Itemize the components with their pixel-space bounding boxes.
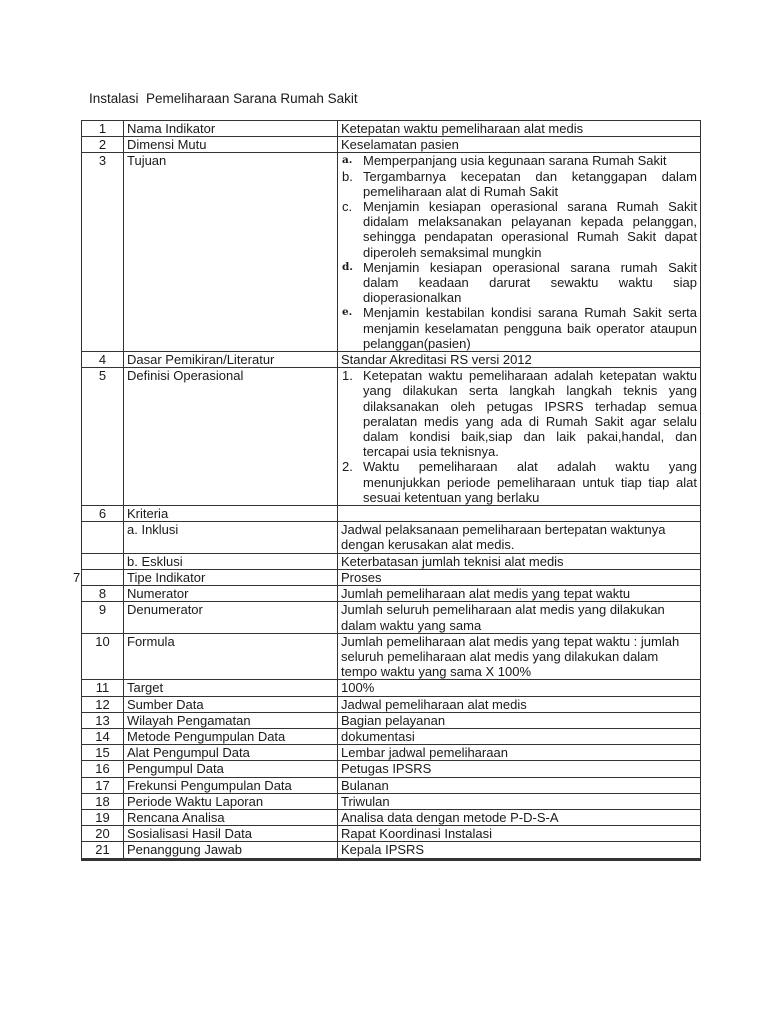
list-marker: a. — [342, 154, 353, 167]
table-row — [82, 745, 701, 761]
row-number: 19 — [82, 809, 124, 825]
row-number: 12 — [82, 696, 124, 712]
row-number: 17 — [82, 777, 124, 793]
row-label: Alat Pengumpul Data — [124, 745, 338, 761]
list-marker: 2. — [342, 459, 353, 475]
list-item — [341, 459, 697, 505]
row-label: Tipe Indikator — [124, 569, 338, 585]
list-item-text: Menjamin kesiapan operasional sarana Rumah Sakit didalam melaksanakan pelayanan kepada pelanggan, sehingga pendapatan operasional Rumah Sakit dapat diperoleh semaksimal mungkin — [363, 199, 697, 260]
row-number: 11 — [82, 680, 124, 696]
row-number: 1 — [82, 121, 124, 137]
table-row — [82, 809, 701, 825]
row-value: Lembar jadwal pemeliharaan — [338, 745, 701, 761]
row-number: 8 — [82, 586, 124, 602]
list-marker: c. — [342, 199, 353, 215]
row-value: Jadwal pemeliharaan alat medis — [338, 696, 701, 712]
table-row — [82, 859, 701, 860]
row-label: Tujuan — [124, 153, 338, 352]
row-label: Kriteria — [124, 506, 338, 522]
row-number: 20 — [82, 826, 124, 842]
row-number: 13 — [82, 712, 124, 728]
row-number: 9 — [82, 602, 124, 633]
table-row — [82, 137, 701, 153]
table-row — [82, 522, 701, 553]
row-number — [73, 569, 124, 585]
table-row — [82, 761, 701, 777]
row-label: Sosialisasi Hasil Data — [124, 826, 338, 842]
table-row — [82, 602, 701, 633]
row-value — [338, 506, 701, 522]
row-value: Petugas IPSRS — [338, 761, 701, 777]
list-item — [341, 199, 697, 260]
row-value — [338, 153, 701, 352]
row-value: Kepala IPSRS — [338, 842, 701, 858]
row-value: Jumlah seluruh pemeliharaan alat medis yang dilakukan dalam waktu yang sama — [338, 602, 701, 633]
row-label: Dasar Pemikiran/Literatur — [124, 352, 338, 368]
table-row — [82, 553, 701, 569]
document-title: Instalasi Pemeliharaan Sarana Rumah Sakit — [89, 91, 358, 106]
list-marker: 1. — [342, 368, 353, 384]
row-number: 15 — [82, 745, 124, 761]
definition-list — [341, 368, 697, 505]
list-item-text: Waktu pemeliharaan alat adalah waktu yang menunjukkan periode pemeliharaan untuk tiap tiap alat sesuai ketentuan yang berlaku — [363, 459, 697, 505]
row-value: Ketepatan waktu pemeliharaan alat medis — [338, 121, 701, 137]
list-item — [341, 305, 697, 351]
list-item — [341, 153, 697, 168]
list-item — [341, 368, 697, 459]
row-label — [124, 859, 338, 860]
row-label: b. Esklusi — [124, 553, 338, 569]
table-row — [82, 506, 701, 522]
row-number: 5 — [82, 368, 124, 506]
row-value: dokumentasi — [338, 728, 701, 744]
list-marker: d. — [342, 260, 353, 273]
table-row — [82, 842, 701, 858]
row-number: 10 — [82, 633, 124, 680]
row-value: Rapat Koordinasi Instalasi — [338, 826, 701, 842]
row-number: 4 — [82, 352, 124, 368]
row-label: Sumber Data — [124, 696, 338, 712]
table-row — [82, 153, 701, 352]
table-row — [82, 586, 701, 602]
row-number-text: 7 — [73, 569, 81, 585]
row-value — [338, 368, 701, 506]
table-row — [82, 121, 701, 137]
row-label: Penanggung Jawab — [124, 842, 338, 858]
row-value: Jumlah pemeliharaan alat medis yang tepat waktu — [338, 586, 701, 602]
row-value: Bagian pelayanan — [338, 712, 701, 728]
row-value: Keselamatan pasien — [338, 137, 701, 153]
table-row — [82, 696, 701, 712]
row-number: 2 — [82, 137, 124, 153]
row-label: Formula — [124, 633, 338, 680]
row-number: 6 — [82, 506, 124, 522]
row-label: Dimensi Mutu — [124, 137, 338, 153]
list-item — [341, 260, 697, 306]
list-marker: e. — [342, 306, 353, 319]
list-item — [341, 169, 697, 199]
row-value: Triwulan — [338, 793, 701, 809]
table-row — [82, 368, 701, 506]
table-row — [82, 793, 701, 809]
table-row — [82, 569, 701, 585]
table-row — [82, 352, 701, 368]
row-value: 100% — [338, 680, 701, 696]
list-item-text: Menjamin kesiapan operasional sarana rumah Sakit dalam keadaan darurat sewaktu waktu siap dioperasionalkan — [363, 259, 697, 306]
row-value: Jumlah pemeliharaan alat medis yang tepat waktu : jumlah seluruh pemeliharaan alat medis yang dilakukan dalam tempo waktu yang sama X 100% — [338, 633, 701, 680]
row-value: Jadwal pelaksanaan pemeliharaan bertepatan waktunya dengan kerusakan alat medis. — [338, 522, 701, 553]
row-label: Metode Pengumpulan Data — [124, 728, 338, 744]
row-label: Rencana Analisa — [124, 809, 338, 825]
row-number: 14 — [82, 728, 124, 744]
list-item-text: Ketepatan waktu pemeliharaan adalah ketepatan waktu yang dilakukan serta langkah langkah teknis yang dilaksanakan oleh petugas IPSRS terhadap semua peralatan medis yang ada di Rumah Sakit agar selalu dalam kondisi baik,siap dan laik pakai,handal, dan tercapai usia teknisnya. — [363, 368, 697, 460]
row-number: 3 — [82, 153, 124, 352]
row-label: Frekunsi Pengumpulan Data — [124, 777, 338, 793]
row-label: Target — [124, 680, 338, 696]
row-label: Periode Waktu Laporan — [124, 793, 338, 809]
row-number: 18 — [82, 793, 124, 809]
indicator-profile-table — [73, 120, 701, 861]
row-label: Wilayah Pengamatan — [124, 712, 338, 728]
row-label: Denumerator — [124, 602, 338, 633]
row-number — [82, 859, 124, 860]
row-value: Analisa data dengan metode P-D-S-A — [338, 809, 701, 825]
row-number: 21 — [82, 842, 124, 858]
table-row — [82, 728, 701, 744]
table-row — [82, 712, 701, 728]
row-number — [82, 522, 124, 553]
row-number — [82, 553, 124, 569]
list-item-text: Memperpanjang usia kegunaan sarana Rumah Sakit — [363, 153, 667, 169]
row-label: Nama Indikator — [124, 121, 338, 137]
table-row — [82, 826, 701, 842]
row-number: 16 — [82, 761, 124, 777]
row-value: Keterbatasan jumlah teknisi alat medis — [338, 553, 701, 569]
row-label: Pengumpul Data — [124, 761, 338, 777]
table-row — [82, 633, 701, 680]
row-value: Bulanan — [338, 777, 701, 793]
row-label: Definisi Operasional — [124, 368, 338, 506]
row-value — [338, 859, 701, 860]
list-marker: b. — [342, 168, 353, 184]
objective-list — [341, 153, 697, 351]
table-row — [82, 680, 701, 696]
list-item-text: Tergambarnya kecepatan dan ketanggapan dalam pemeliharaan alat di Rumah Sakit — [363, 168, 697, 199]
list-item-text: Menjamin kestabilan kondisi sarana Rumah Sakit serta menjamin keselamatan pengguna baik operator ataupun pelanggan(pasien) — [363, 305, 697, 351]
row-value: Standar Akreditasi RS versi 2012 — [338, 352, 701, 368]
row-label: Numerator — [124, 586, 338, 602]
table-row — [82, 777, 701, 793]
row-value: Proses — [338, 569, 701, 585]
row-label: a. Inklusi — [124, 522, 338, 553]
